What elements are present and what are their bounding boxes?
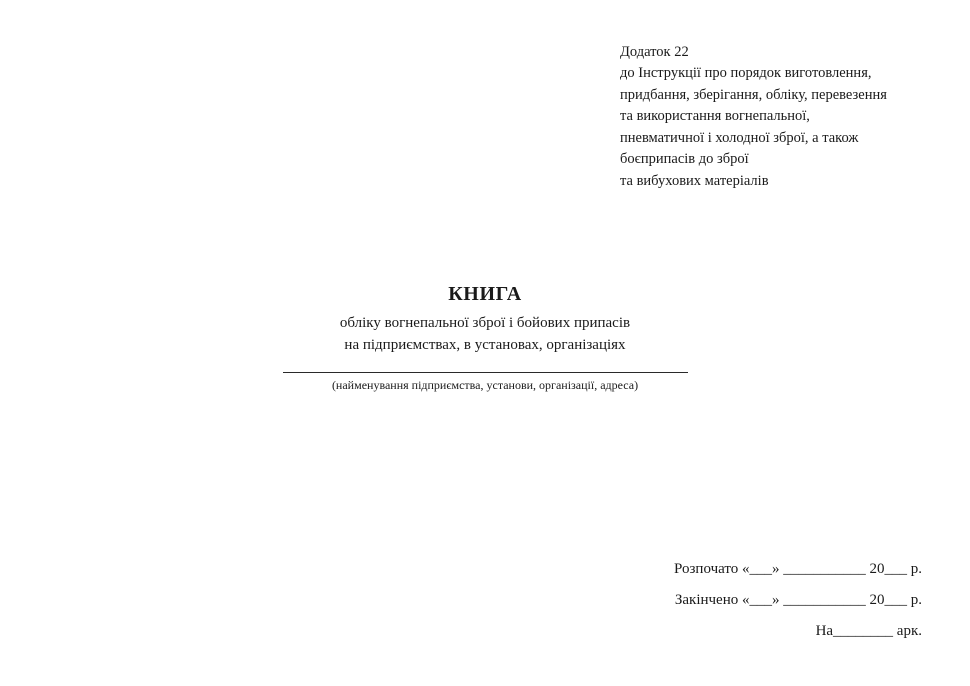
organisation-field-group — [0, 372, 970, 393]
organisation-field-caption: (найменування підприємства, установи, організації, адреса) — [331, 378, 639, 392]
appendix-line-1: Додаток 22 — [620, 44, 689, 60]
page-subtitle-line-1: обліку вогнепальної зброї і бойових припасів — [339, 315, 631, 331]
page-title: КНИГА — [448, 283, 522, 305]
page-subtitle-line-2: на підприємствах, в установах, організаціях — [344, 336, 626, 353]
finished-date-field[interactable]: Закінчено «___» ___________ 20___ р. — [674, 592, 922, 608]
appendix-line-7: та вибухових матеріалів — [620, 172, 769, 189]
document-title-block — [0, 282, 970, 357]
sheet-count-field[interactable]: На________ арк. — [815, 623, 922, 639]
appendix-line-3: придбання, зберігання, обліку, перевезення — [620, 86, 887, 103]
appendix-reference-block — [620, 42, 950, 192]
started-date-field[interactable]: Розпочато «___» ___________ 20___ р. — [674, 561, 922, 577]
organisation-name-input[interactable] — [283, 372, 688, 373]
appendix-line-6: боєприпасів до зброї — [620, 151, 749, 168]
document-footer-block — [502, 562, 922, 639]
appendix-line-5: пневматичної і холодної зброї, а також — [620, 129, 859, 146]
appendix-line-4: та використання вогнепальної, — [620, 108, 810, 125]
appendix-line-2: до Інструкції про порядок виготовлення, — [620, 65, 872, 82]
